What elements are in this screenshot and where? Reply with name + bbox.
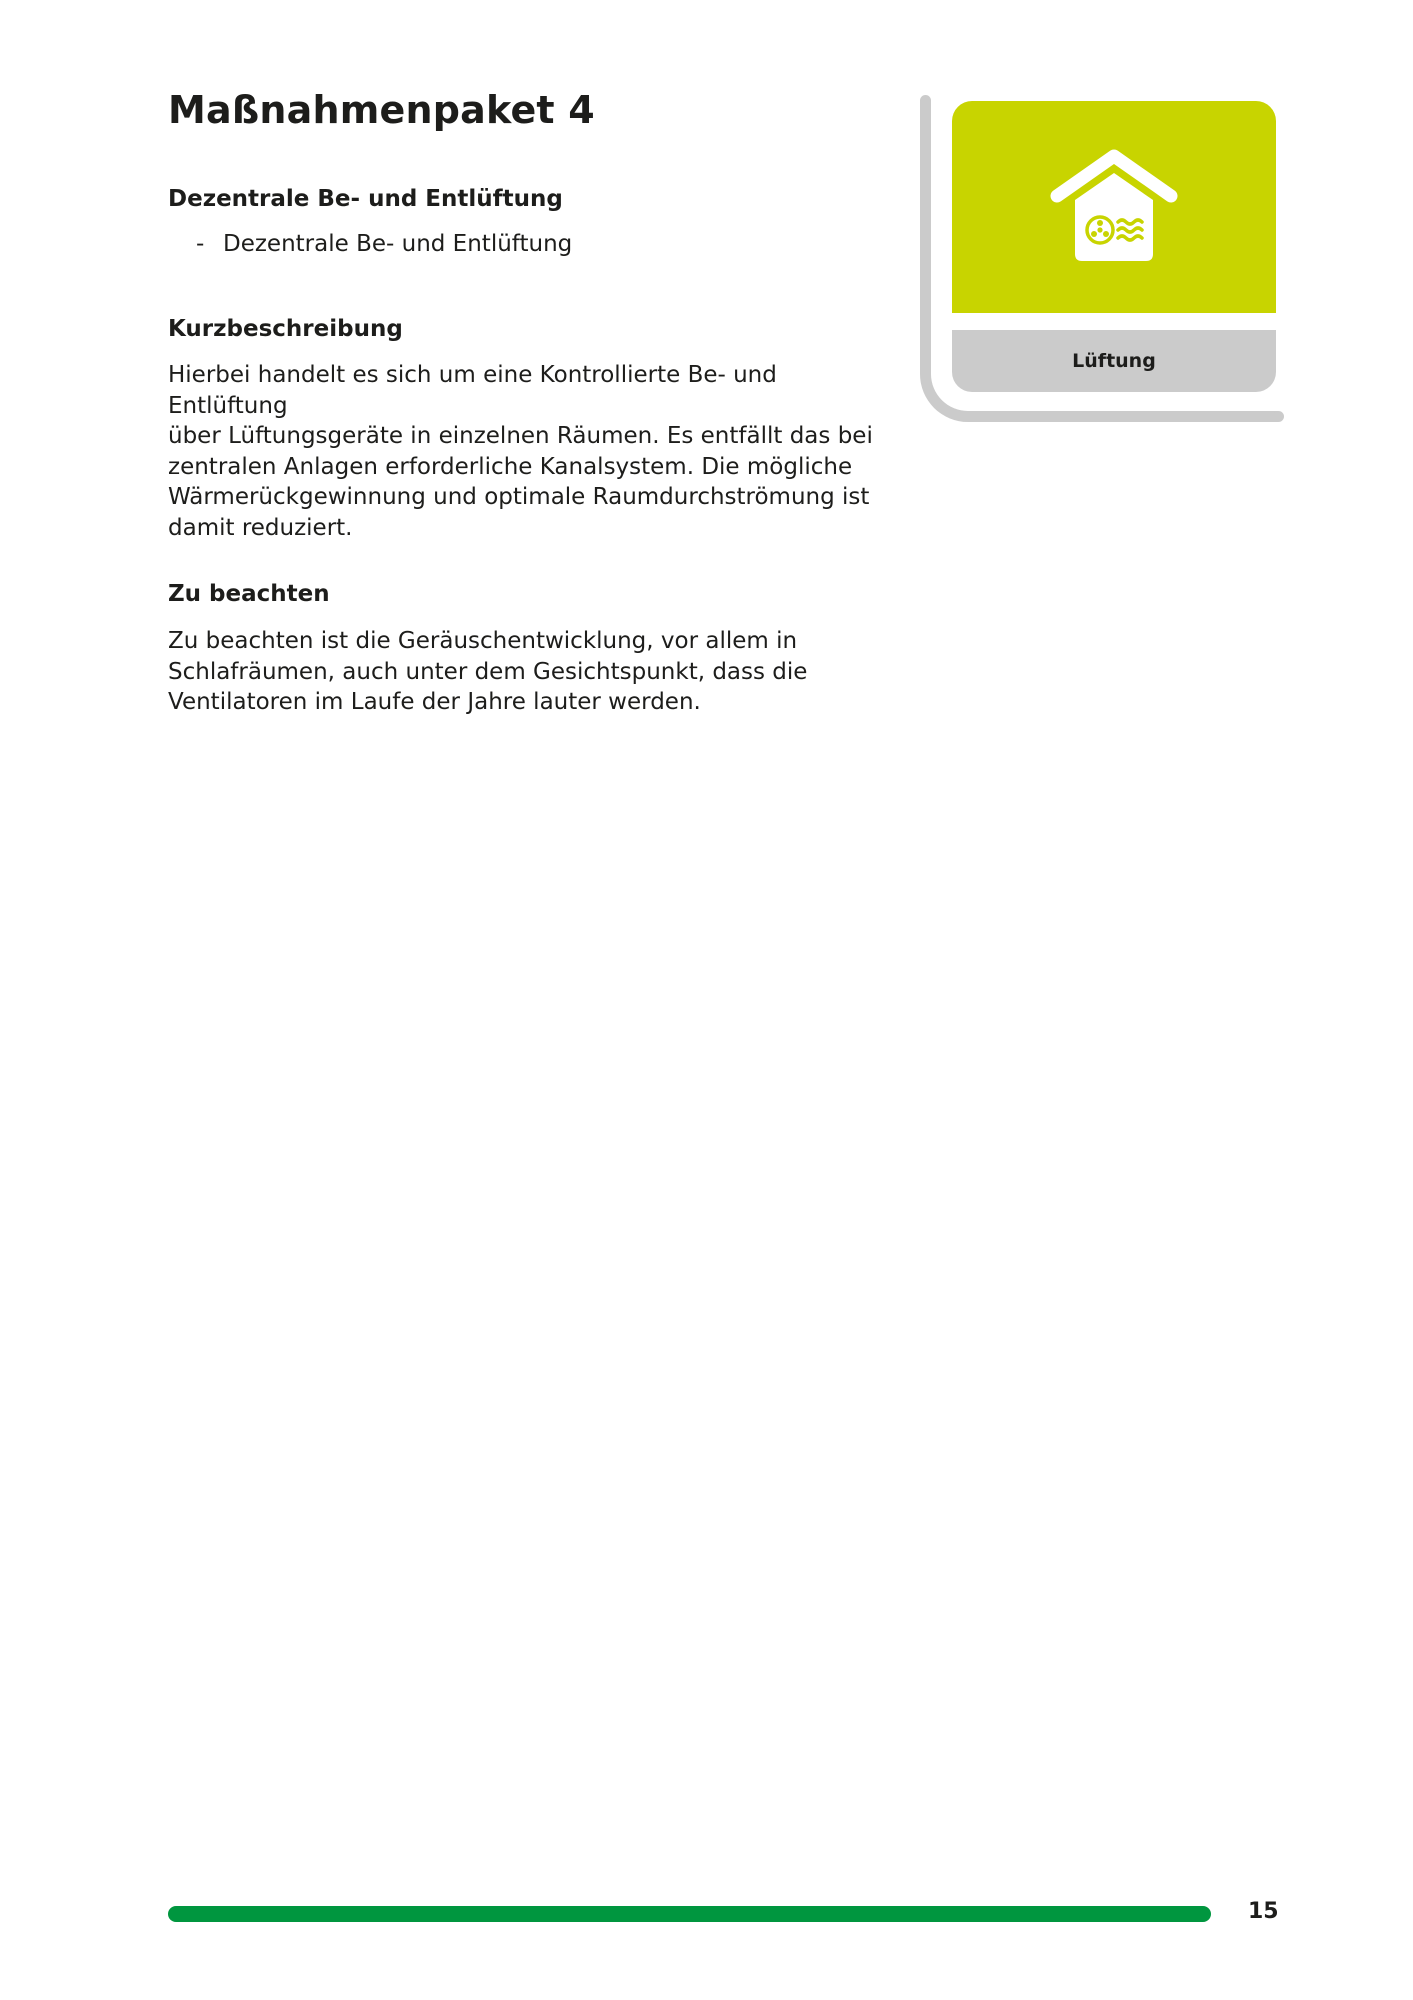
summary-paragraph <box>168 360 888 543</box>
notes-line: Ventilatoren im Laufe der Jahre lauter werden. <box>168 689 701 715</box>
category-card-icon-panel <box>952 101 1276 313</box>
notes-paragraph <box>168 626 888 718</box>
measure-bullet-text: Dezentrale Be- und Entlüftung <box>223 231 573 257</box>
summary-line: über Lüftungsgeräte in einzelnen Räumen. Es entfällt das bei <box>168 423 873 449</box>
summary-line: damit reduziert. <box>168 514 353 541</box>
notes-heading: Zu beachten <box>168 581 330 607</box>
notes-line: Schlafräumen, auch unter dem Gesichtspunkt, dass die <box>168 658 808 685</box>
summary-line: Hierbei handelt es sich um eine Kontrollierte Be- und Entlüftung <box>168 362 777 419</box>
page-title: Maßnahmenpaket 4 <box>168 88 595 132</box>
summary-heading: Kurzbeschreibung <box>168 316 403 342</box>
house-ventilation-icon <box>1049 146 1179 266</box>
notes-line: Zu beachten ist die Geräuschentwicklung, vor allem in <box>168 628 798 654</box>
measure-bullet-item <box>196 230 572 260</box>
measure-heading: Dezentrale Be- und Entlüftung <box>168 186 563 212</box>
summary-line: Wärmerückgewinnung und optimale Raumdurchströmung ist <box>168 484 870 510</box>
page-number: 15 <box>1248 1899 1279 1924</box>
footer-bar <box>168 1906 1211 1922</box>
category-card-label: Lüftung <box>952 330 1276 392</box>
bullet-dash: - <box>196 231 205 257</box>
summary-line: zentralen Anlagen erforderliche Kanalsystem. Die mögliche <box>168 453 853 480</box>
